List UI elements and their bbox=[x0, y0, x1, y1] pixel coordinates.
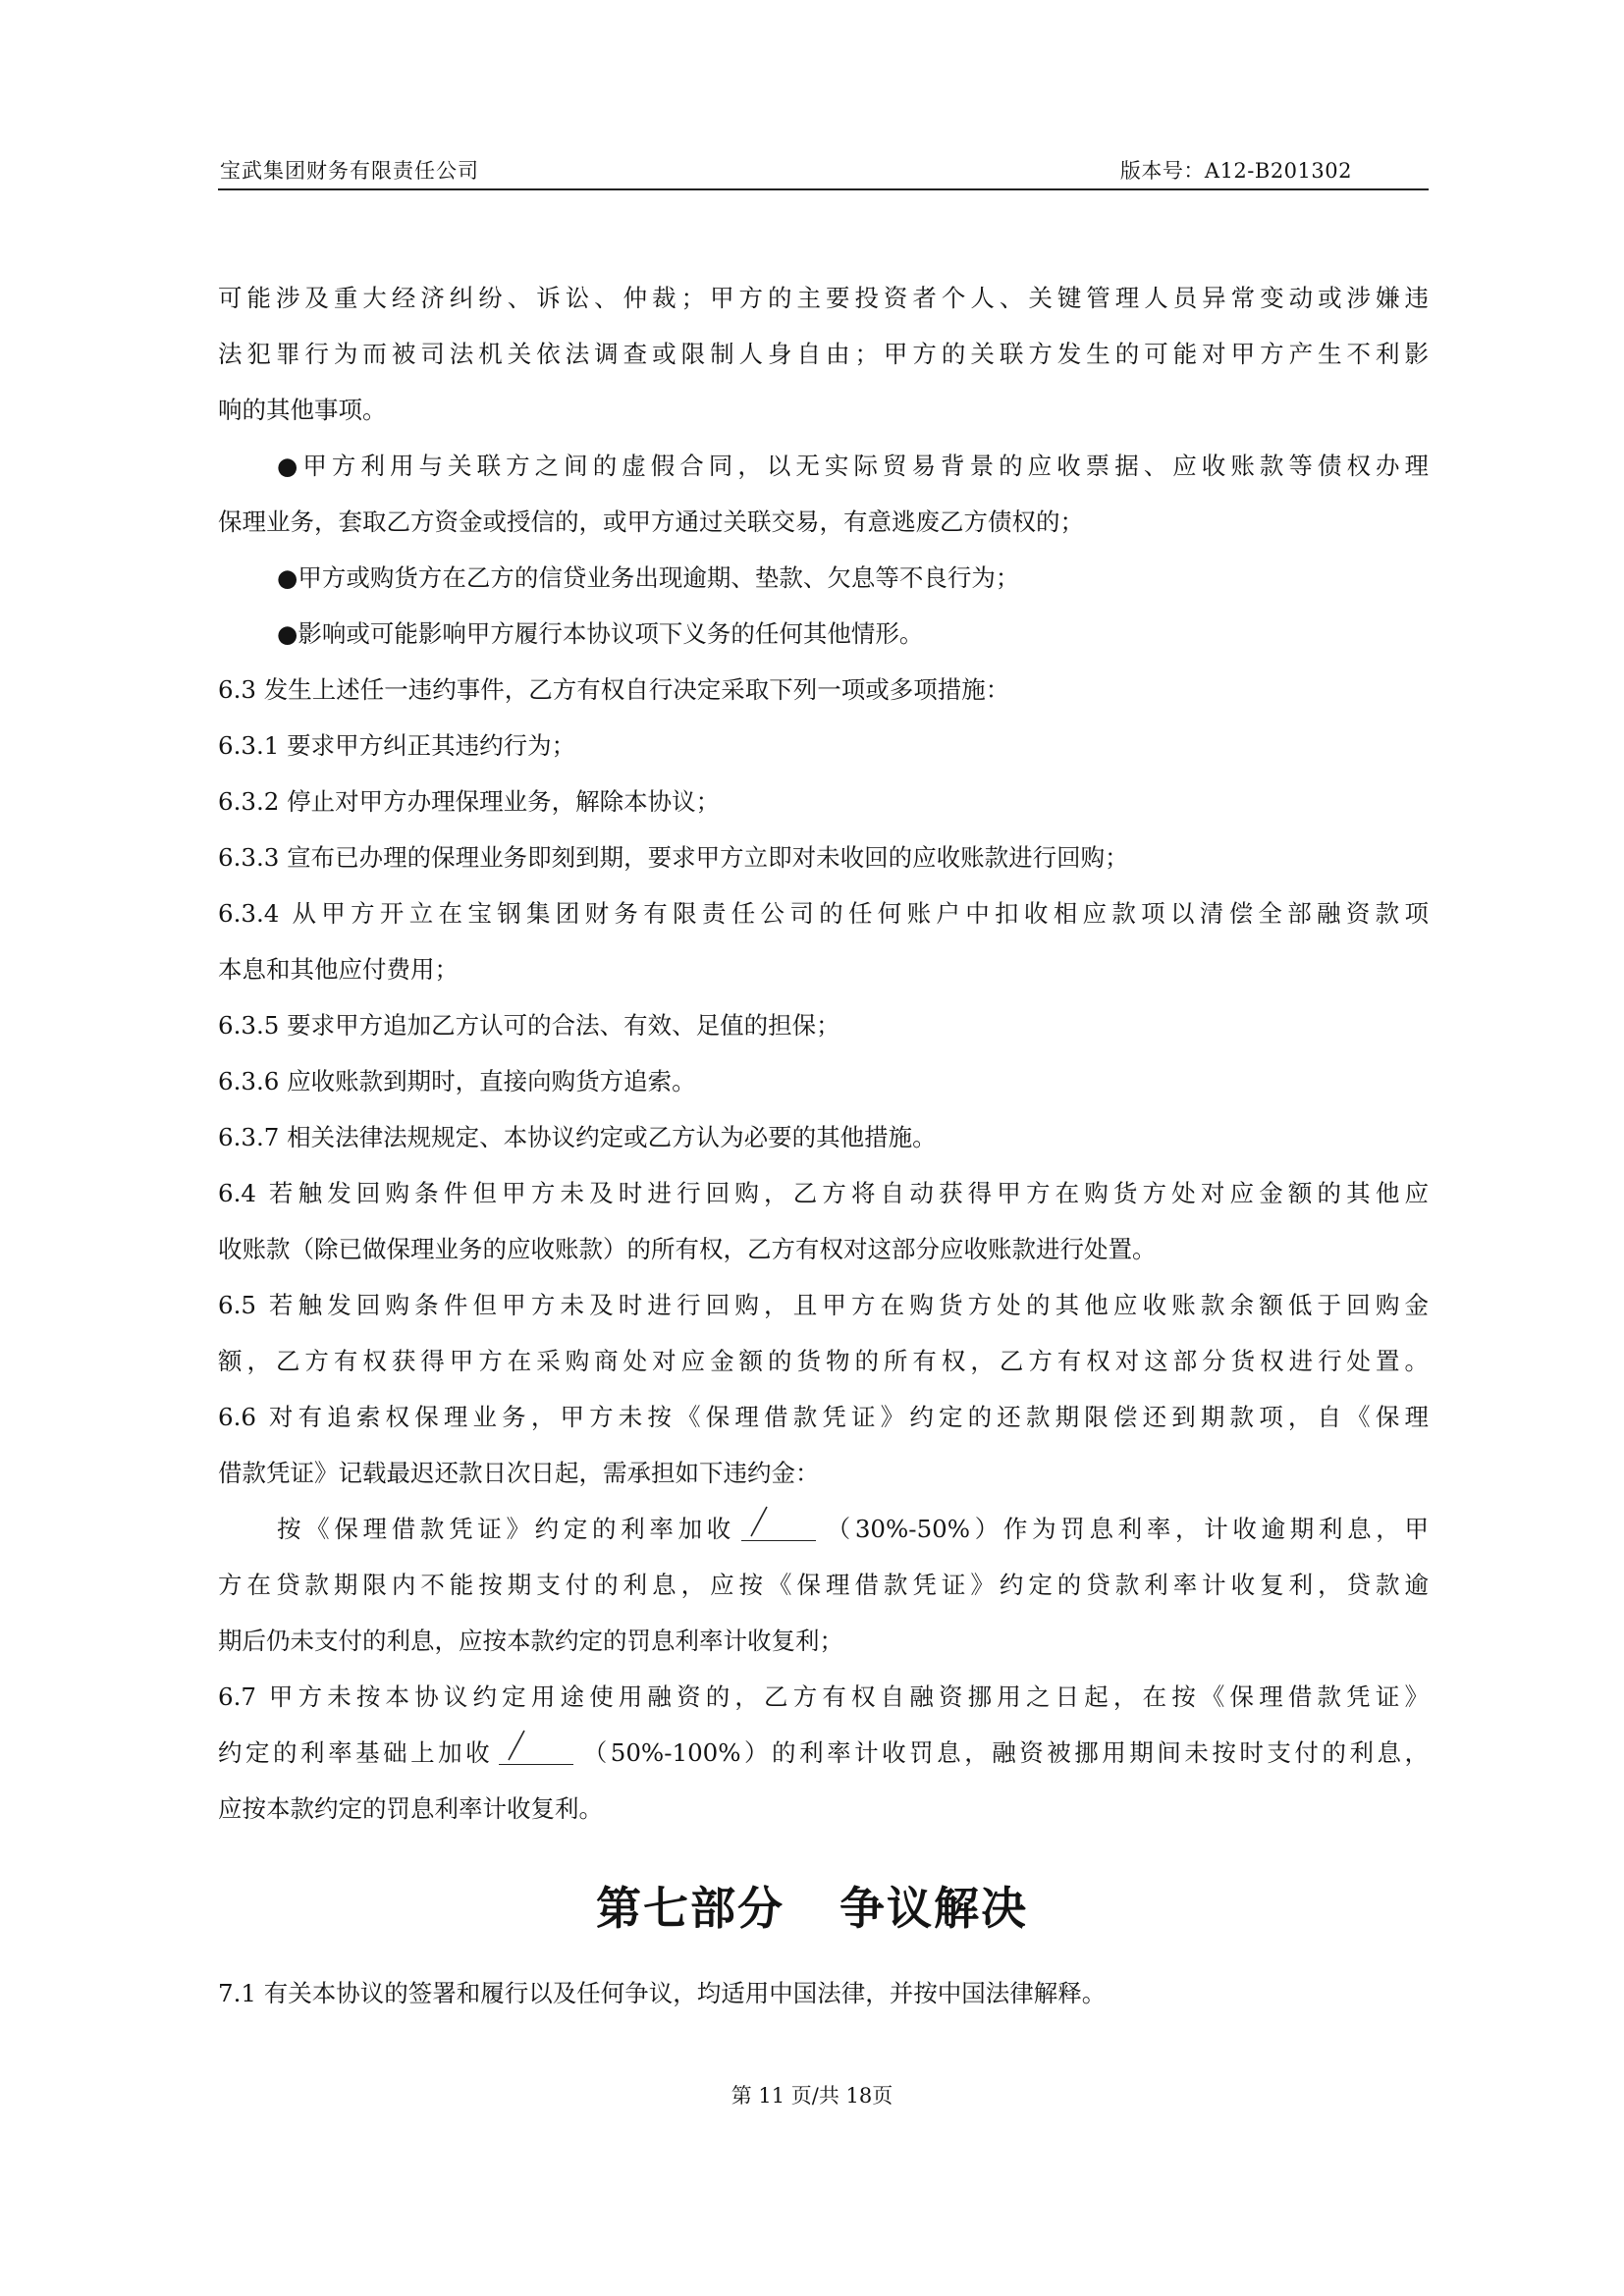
filled-blank-slash bbox=[741, 1511, 816, 1541]
page-header bbox=[218, 155, 1429, 190]
text-segment: 按《保理借款凭证》约定的利率加收 bbox=[277, 1515, 735, 1543]
text-segment: 约定的利率基础上加收 bbox=[218, 1738, 494, 1767]
contract-body bbox=[218, 270, 1429, 1837]
text-segment: （30%-50%）作为罚息利率，计收逾期利息，甲 bbox=[821, 1515, 1429, 1543]
text-line bbox=[218, 1501, 1429, 1557]
header-version: 版本号：A12-B201302 bbox=[1119, 159, 1352, 183]
text-line: 6.5 若触发回购条件但甲方未及时进行回购，且甲方在购货方处的其他应收账款余额低于回购金 bbox=[218, 1291, 1429, 1319]
text-line: 本息和其他应付费用； bbox=[218, 955, 459, 984]
section-title bbox=[0, 1879, 1624, 1938]
text-line: 6.7 甲方未按本协议约定用途使用融资的，乙方有权自融资挪用之日起，在按《保理借款凭证》 bbox=[218, 1682, 1429, 1711]
text-line: 6.3.1 要求甲方纠正其违约行为； bbox=[218, 731, 576, 760]
text-line: 额，乙方有权获得甲方在采购商处对应金额的货物的所有权，乙方有权对这部分货权进行处置。 bbox=[218, 1347, 1429, 1375]
text-line: 应按本款约定的罚息利率计收复利。 bbox=[218, 1794, 603, 1823]
text-line: ●甲方或购货方在乙方的信贷业务出现逾期、垫款、欠息等不良行为； bbox=[277, 563, 1020, 592]
text-line: 6.3.2 停止对甲方办理保理业务，解除本协议； bbox=[218, 787, 721, 816]
text-line: 借款凭证》记载最迟还款日次日起，需承担如下违约金： bbox=[218, 1459, 820, 1487]
text-line bbox=[218, 1725, 1429, 1781]
text-line: 6.3 发生上述任一违约事件，乙方有权自行决定采取下列一项或多项措施： bbox=[218, 675, 1010, 704]
section-name: 争议解决 bbox=[839, 1882, 1028, 1935]
text-line: 6.3.3 宣布已办理的保理业务即刻到期，要求甲方立即对未收回的应收账款进行回购； bbox=[218, 843, 1129, 872]
header-company: 宝武集团财务有限责任公司 bbox=[220, 159, 479, 183]
text-line: 6.3.6 应收账款到期时，直接向购货方追索。 bbox=[218, 1067, 696, 1095]
text-line: 保理业务，套取乙方资金或授信的，或甲方通过关联交易，有意逃废乙方债权的； bbox=[218, 507, 1084, 536]
text-line: 期后仍未支付的利息，应按本款约定的罚息利率计收复利； bbox=[218, 1627, 843, 1655]
text-line: 收账款（除已做保理业务的应收账款）的所有权，乙方有权对这部分应收账款进行处置。 bbox=[218, 1235, 1157, 1263]
text-line: ●甲方利用与关联方之间的虚假合同，以无实际贸易背景的应收票据、应收账款等债权办理 bbox=[277, 452, 1429, 480]
section-part: 第七部分 bbox=[596, 1882, 785, 1935]
filled-blank-slash bbox=[499, 1735, 573, 1765]
text-segment: （50%-100%）的利率计收罚息，融资被挪用期间未按时支付的利息， bbox=[579, 1738, 1430, 1767]
text-line: 6.3.7 相关法律法规规定、本协议约定或乙方认为必要的其他措施。 bbox=[218, 1123, 937, 1151]
text-line: 方在贷款期限内不能按期支付的利息，应按《保理借款凭证》约定的贷款利率计收复利，贷款逾 bbox=[218, 1571, 1429, 1599]
page-footer: 第 11 页/共 18页 bbox=[731, 2084, 893, 2108]
text-line: 6.6 对有追索权保理业务，甲方未按《保理借款凭证》约定的还款期限偿还到期款项，自《保理 bbox=[218, 1403, 1429, 1431]
text-line: 6.4 若触发回购条件但甲方未及时进行回购，乙方将自动获得甲方在购货方处对应金额的其他应 bbox=[218, 1179, 1429, 1207]
text-line: 法犯罪行为而被司法机关依法调查或限制人身自由；甲方的关联方发生的可能对甲方产生不利影 bbox=[218, 340, 1429, 368]
text-line: 6.3.4 从甲方开立在宝钢集团财务有限责任公司的任何账户中扣收相应款项以清偿全部融资款项 bbox=[218, 899, 1429, 928]
text-line: 可能涉及重大经济纠纷、诉讼、仲裁；甲方的主要投资者个人、关键管理人员异常变动或涉嫌违 bbox=[218, 284, 1429, 312]
text-line: 响的其他事项。 bbox=[218, 396, 387, 424]
clause-7-1: 7.1 有关本协议的签署和履行以及任何争议，均适用中国法律，并按中国法律解释。 bbox=[218, 1979, 1107, 2007]
text-line: 6.3.5 要求甲方追加乙方认可的合法、有效、足值的担保； bbox=[218, 1011, 840, 1040]
text-line: ●影响或可能影响甲方履行本协议项下义务的任何其他情形。 bbox=[277, 619, 924, 648]
